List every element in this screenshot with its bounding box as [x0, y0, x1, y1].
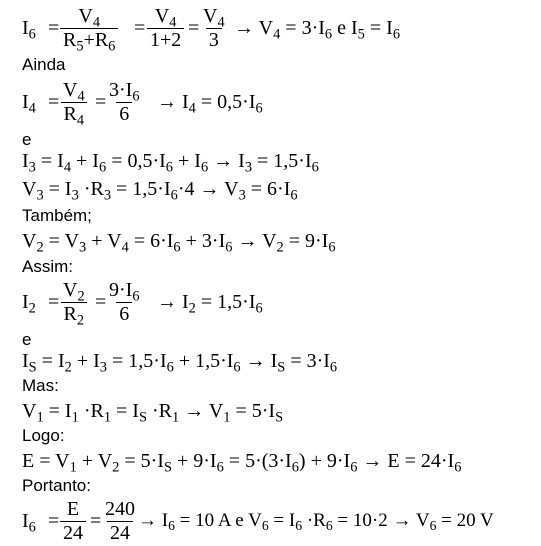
fraction-denominator: 1+2	[147, 28, 184, 51]
fraction-numerator: $3\cdot I_6$	[109, 79, 140, 105]
text-portanto: Portanto:	[22, 476, 91, 495]
eq1-lhs: $I_6$	[22, 17, 36, 43]
fraction-denominator: 6	[116, 102, 132, 125]
fraction-denominator: 3	[206, 28, 222, 51]
eq2-fraction-2	[106, 80, 143, 125]
eq6-equals-1: =	[48, 291, 60, 313]
eq10-fraction-1	[60, 499, 86, 544]
eq1-result: → $V_4 = 3\cdot I_6$ e $I_5 = I_6$	[234, 17, 401, 43]
fraction-numerator: $V_2$	[63, 279, 85, 305]
eq8-line: $V_1 = I_1 \cdot R_1 = I_S \cdot R_1 \to V_1 = 5\cdot I_S$	[22, 400, 284, 426]
fraction-numerator: $V_4$	[154, 5, 177, 31]
fraction-numerator: $V_4$	[63, 79, 85, 105]
eq2-equals-1: =	[48, 91, 60, 113]
eq10-lhs: $I_6$	[22, 510, 36, 536]
fraction-denominator: $R_5+R_6$	[60, 28, 118, 51]
eq3-line: $I_3 = I_4 + I_6 = 0,5\cdot I_6 + I_6 \to I_3 = 1,5\cdot I_6$	[22, 150, 319, 176]
text-assim: Assim:	[22, 257, 73, 276]
text-logo: Logo:	[22, 426, 65, 445]
eq2-result: → $I_4 = 0,5\cdot I_6$	[157, 91, 263, 117]
text-ainda: Ainda	[22, 55, 66, 74]
eq4-line: $V_3 = I_3 \cdot R_3 = 1,5\cdot I_6\cdot 4 \to V_3 = 6\cdot I_6$	[22, 178, 298, 204]
fraction-numerator: 240	[105, 498, 135, 520]
eq10-fraction-2	[102, 499, 138, 544]
eq6-fraction-1	[60, 279, 88, 329]
eq7-line: $I_S = I_2 + I_3 = 1,5\cdot I_6 + 1,5\cdot I_6 \to I_S = 3\cdot I_6$	[22, 350, 338, 376]
fraction-denominator: 6	[116, 302, 132, 325]
fraction-numerator: $V_4$	[203, 5, 225, 31]
fraction-denominator: $R_4$	[61, 102, 88, 125]
eq1-equals-1: =	[48, 17, 60, 39]
eq6-fraction-2	[106, 280, 143, 325]
eq10-equals-2: =	[90, 510, 102, 532]
eq2-equals-2: =	[95, 91, 107, 113]
eq1-equals-2: =	[134, 17, 146, 39]
fraction-denominator: 24	[107, 521, 133, 544]
eq2-fraction-1	[60, 79, 88, 129]
fraction-numerator: E	[66, 498, 80, 520]
fraction-denominator: $R_2$	[61, 302, 88, 325]
eq10-equals-1: =	[48, 510, 60, 532]
fraction-numerator: $V_4$	[78, 5, 101, 31]
text-mas: Mas:	[22, 376, 59, 395]
fraction-numerator: $9\cdot I_6$	[109, 279, 140, 305]
eq5-line: $V_2 = V_3 + V_4 = 6\cdot I_6 + 3\cdot I_6 \to V_2 = 9\cdot I_6$	[22, 230, 336, 256]
eq10-result: → $I_6 = 10$ A e $V_6 = I_6 \cdot R_6 = 10\cdot 2 \to V_6 = 20$ V	[138, 510, 494, 534]
eq2-lhs: $I_4$	[22, 91, 36, 117]
eq6-result: → $I_2 = 1,5\cdot I_6$	[157, 291, 263, 317]
fraction-denominator: 24	[60, 521, 86, 544]
eq1-equals-3: =	[188, 17, 200, 39]
text-e-1: e	[22, 130, 32, 149]
eq1-fraction-2	[147, 6, 184, 51]
eq1-fraction-3	[200, 6, 228, 51]
eq6-equals-2: =	[95, 291, 107, 313]
text-tambem: Também;	[22, 206, 92, 225]
eq9-line: $E = V_1 + V_2 = 5\cdot I_S + 9\cdot I_6 = 5\cdot(3\cdot I_6) + 9\cdot I_6 \to E = 24\cdot I_6$	[22, 450, 462, 476]
eq6-lhs: $I_2$	[22, 291, 36, 317]
eq1-fraction-1	[60, 5, 118, 55]
text-e-2: e	[22, 330, 32, 349]
